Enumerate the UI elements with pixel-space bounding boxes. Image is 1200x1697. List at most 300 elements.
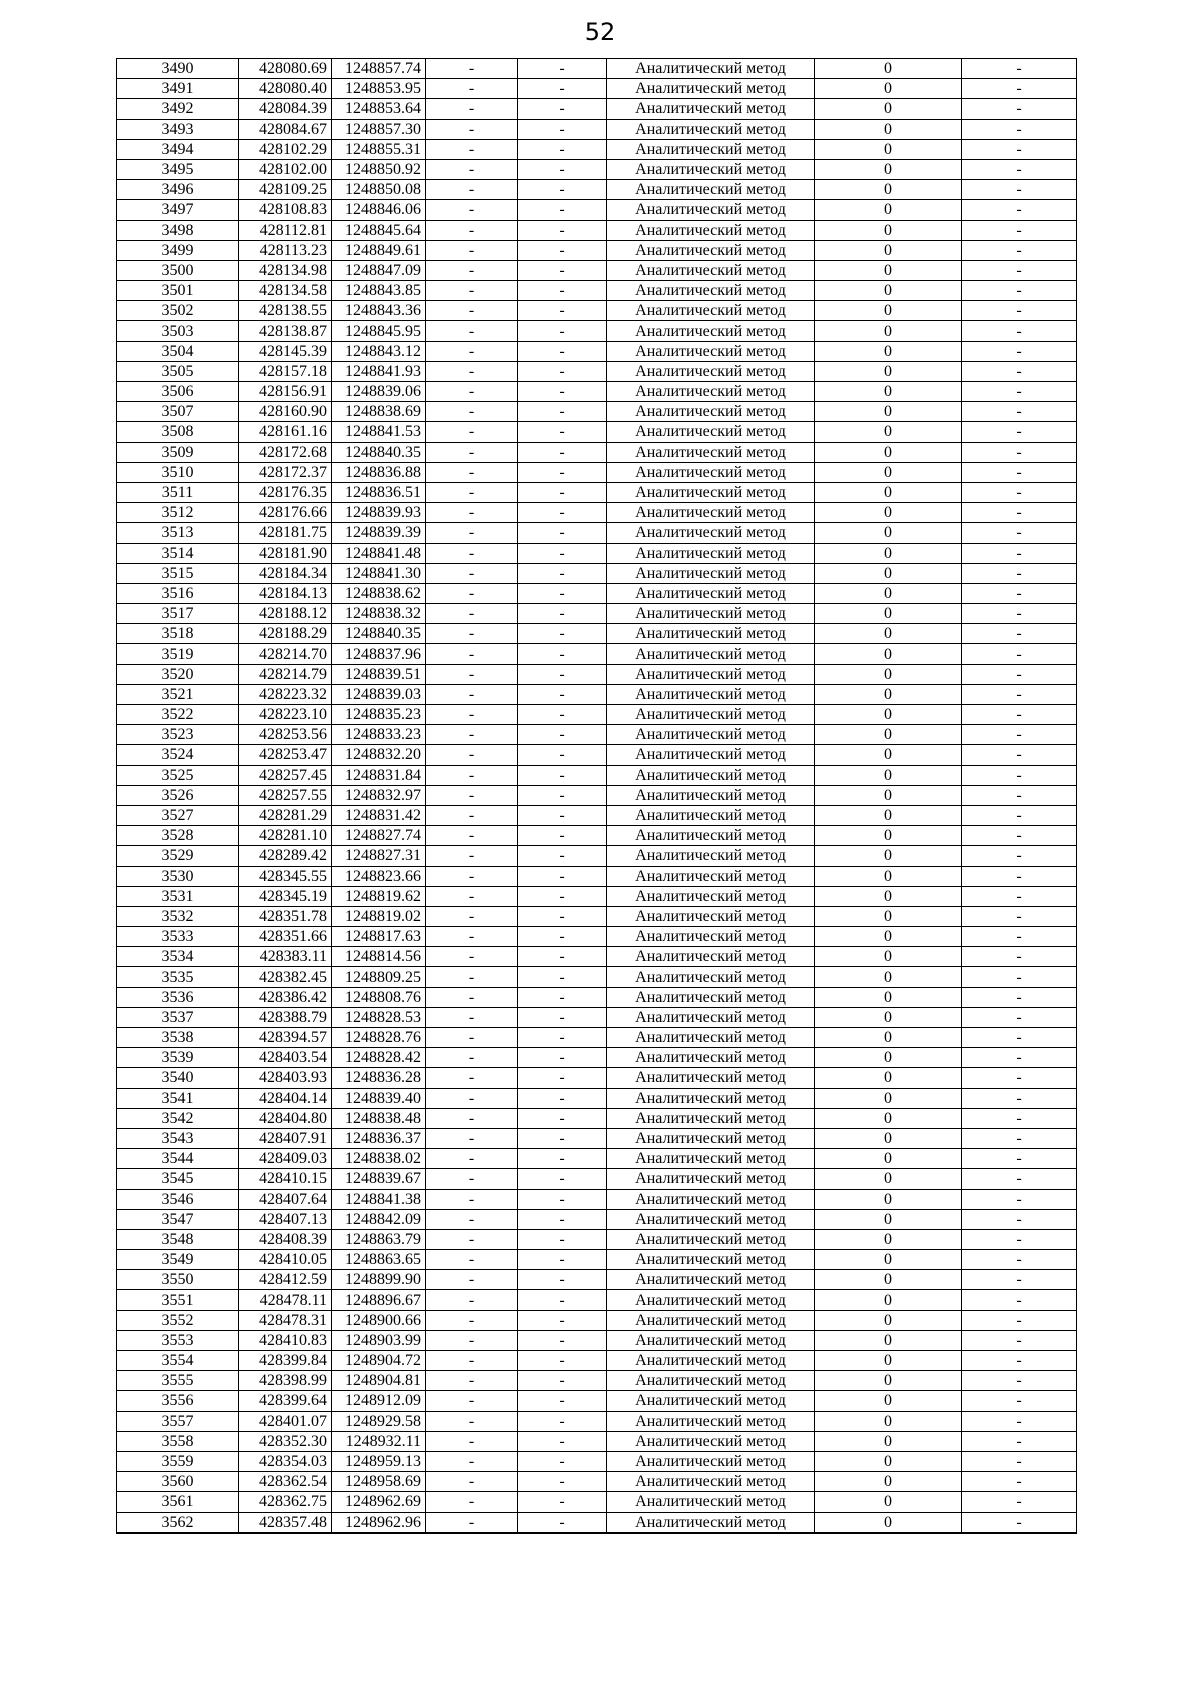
y-coordinate-cell: 1248828.53 [332,1007,426,1027]
method-cell: Аналитический метод [607,180,815,200]
dash-cell: - [962,987,1077,1007]
dash-cell: - [962,1451,1077,1471]
table-row [117,1431,1077,1451]
dash-cell: - [518,826,607,846]
zero-cell: 0 [815,1512,962,1533]
dash-cell: - [962,563,1077,583]
point-number-cell: 3544 [117,1149,239,1169]
zero-cell: 0 [815,1229,962,1249]
dash-cell: - [426,1270,518,1290]
table-row [117,159,1077,179]
dash-cell: - [962,240,1077,260]
x-coordinate-cell: 428351.66 [239,927,332,947]
table-row [117,906,1077,926]
table-row [117,684,1077,704]
y-coordinate-cell: 1248835.23 [332,705,426,725]
dash-cell: - [426,503,518,523]
dash-cell: - [962,967,1077,987]
dash-cell: - [426,644,518,664]
x-coordinate-cell: 428410.83 [239,1330,332,1350]
dash-cell: - [518,725,607,745]
zero-cell: 0 [815,1431,962,1451]
y-coordinate-cell: 1248838.62 [332,583,426,603]
method-cell: Аналитический метод [607,1330,815,1350]
x-coordinate-cell: 428407.13 [239,1209,332,1229]
table-row [117,745,1077,765]
y-coordinate-cell: 1248958.69 [332,1472,426,1492]
y-coordinate-cell: 1248853.64 [332,99,426,119]
dash-cell: - [426,1068,518,1088]
method-cell: Аналитический метод [607,765,815,785]
zero-cell: 0 [815,563,962,583]
y-coordinate-cell: 1248836.51 [332,482,426,502]
method-cell: Аналитический метод [607,563,815,583]
table-row [117,846,1077,866]
y-coordinate-cell: 1248845.95 [332,321,426,341]
dash-cell: - [518,1472,607,1492]
method-cell: Аналитический метод [607,664,815,684]
table-row [117,1229,1077,1249]
point-number-cell: 3497 [117,200,239,220]
dash-cell: - [426,220,518,240]
x-coordinate-cell: 428188.12 [239,604,332,624]
dash-cell: - [426,1371,518,1391]
x-coordinate-cell: 428399.64 [239,1391,332,1411]
dash-cell: - [518,1270,607,1290]
y-coordinate-cell: 1248900.66 [332,1310,426,1330]
zero-cell: 0 [815,644,962,664]
dash-cell: - [962,785,1077,805]
y-coordinate-cell: 1248850.08 [332,180,426,200]
y-coordinate-cell: 1248823.66 [332,866,426,886]
point-number-cell: 3512 [117,503,239,523]
y-coordinate-cell: 1248838.32 [332,604,426,624]
dash-cell: - [962,866,1077,886]
x-coordinate-cell: 428351.78 [239,906,332,926]
point-number-cell: 3541 [117,1088,239,1108]
dash-cell: - [962,1290,1077,1310]
y-coordinate-cell: 1248962.69 [332,1492,426,1512]
dash-cell: - [426,119,518,139]
method-cell: Аналитический метод [607,684,815,704]
dash-cell: - [426,1229,518,1249]
zero-cell: 0 [815,523,962,543]
dash-cell: - [518,119,607,139]
dash-cell: - [962,321,1077,341]
dash-cell: - [962,1391,1077,1411]
dash-cell: - [962,1229,1077,1249]
zero-cell: 0 [815,281,962,301]
point-number-cell: 3490 [117,59,239,79]
dash-cell: - [426,826,518,846]
dash-cell: - [962,99,1077,119]
dash-cell: - [518,220,607,240]
dash-cell: - [426,1048,518,1068]
zero-cell: 0 [815,664,962,684]
dash-cell: - [518,705,607,725]
table-row [117,301,1077,321]
dash-cell: - [962,1028,1077,1048]
dash-cell: - [426,543,518,563]
x-coordinate-cell: 428084.39 [239,99,332,119]
y-coordinate-cell: 1248841.30 [332,563,426,583]
dash-cell: - [426,382,518,402]
y-coordinate-cell: 1248839.51 [332,664,426,684]
dash-cell: - [962,543,1077,563]
zero-cell: 0 [815,1068,962,1088]
table-row [117,785,1077,805]
zero-cell: 0 [815,805,962,825]
method-cell: Аналитический метод [607,1169,815,1189]
dash-cell: - [962,200,1077,220]
table-row [117,1330,1077,1350]
y-coordinate-cell: 1248845.64 [332,220,426,240]
dash-cell: - [426,1411,518,1431]
dash-cell: - [518,906,607,926]
x-coordinate-cell: 428253.56 [239,725,332,745]
zero-cell: 0 [815,1270,962,1290]
y-coordinate-cell: 1248836.88 [332,462,426,482]
dash-cell: - [518,260,607,280]
point-number-cell: 3492 [117,99,239,119]
table-row [117,422,1077,442]
method-cell: Аналитический метод [607,139,815,159]
x-coordinate-cell: 428404.14 [239,1088,332,1108]
point-number-cell: 3524 [117,745,239,765]
dash-cell: - [426,482,518,502]
dash-cell: - [426,1492,518,1512]
point-number-cell: 3500 [117,260,239,280]
zero-cell: 0 [815,159,962,179]
x-coordinate-cell: 428362.75 [239,1492,332,1512]
zero-cell: 0 [815,422,962,442]
dash-cell: - [426,1149,518,1169]
x-coordinate-cell: 428407.64 [239,1189,332,1209]
y-coordinate-cell: 1248847.09 [332,260,426,280]
dash-cell: - [962,745,1077,765]
x-coordinate-cell: 428102.00 [239,159,332,179]
zero-cell: 0 [815,321,962,341]
dash-cell: - [962,604,1077,624]
dash-cell: - [426,200,518,220]
method-cell: Аналитический метод [607,906,815,926]
table-row [117,664,1077,684]
dash-cell: - [426,1007,518,1027]
zero-cell: 0 [815,139,962,159]
y-coordinate-cell: 1248838.02 [332,1149,426,1169]
method-cell: Аналитический метод [607,159,815,179]
dash-cell: - [518,765,607,785]
dash-cell: - [518,1209,607,1229]
table-row [117,1310,1077,1330]
point-number-cell: 3556 [117,1391,239,1411]
dash-cell: - [518,927,607,947]
zero-cell: 0 [815,967,962,987]
dash-cell: - [426,967,518,987]
dash-cell: - [518,1351,607,1371]
method-cell: Аналитический метод [607,341,815,361]
zero-cell: 0 [815,886,962,906]
point-number-cell: 3518 [117,624,239,644]
y-coordinate-cell: 1248843.85 [332,281,426,301]
x-coordinate-cell: 428407.91 [239,1128,332,1148]
table-row [117,1451,1077,1471]
method-cell: Аналитический метод [607,604,815,624]
method-cell: Аналитический метод [607,1492,815,1512]
method-cell: Аналитический метод [607,1108,815,1128]
x-coordinate-cell: 428172.37 [239,462,332,482]
x-coordinate-cell: 428386.42 [239,987,332,1007]
dash-cell: - [426,1472,518,1492]
y-coordinate-cell: 1248814.56 [332,947,426,967]
zero-cell: 0 [815,583,962,603]
method-cell: Аналитический метод [607,1310,815,1330]
dash-cell: - [426,402,518,422]
point-number-cell: 3538 [117,1028,239,1048]
x-coordinate-cell: 428401.07 [239,1411,332,1431]
x-coordinate-cell: 428409.03 [239,1149,332,1169]
y-coordinate-cell: 1248899.90 [332,1270,426,1290]
dash-cell: - [518,442,607,462]
x-coordinate-cell: 428399.84 [239,1351,332,1371]
table-row [117,1371,1077,1391]
dash-cell: - [962,301,1077,321]
dash-cell: - [962,1492,1077,1512]
method-cell: Аналитический метод [607,624,815,644]
x-coordinate-cell: 428181.90 [239,543,332,563]
dash-cell: - [518,240,607,260]
table-row [117,341,1077,361]
x-coordinate-cell: 428109.25 [239,180,332,200]
table-row [117,180,1077,200]
dash-cell: - [518,745,607,765]
dash-cell: - [426,523,518,543]
page-number: 52 [584,18,616,46]
zero-cell: 0 [815,180,962,200]
table-row [117,947,1077,967]
dash-cell: - [962,79,1077,99]
dash-cell: - [962,684,1077,704]
table-row [117,442,1077,462]
method-cell: Аналитический метод [607,59,815,79]
x-coordinate-cell: 428134.58 [239,281,332,301]
dash-cell: - [518,805,607,825]
dash-cell: - [962,281,1077,301]
x-coordinate-cell: 428176.66 [239,503,332,523]
point-number-cell: 3495 [117,159,239,179]
dash-cell: - [426,1512,518,1533]
dash-cell: - [962,1310,1077,1330]
dash-cell: - [426,725,518,745]
method-cell: Аналитический метод [607,805,815,825]
x-coordinate-cell: 428080.40 [239,79,332,99]
y-coordinate-cell: 1248842.09 [332,1209,426,1229]
table-row [117,1472,1077,1492]
zero-cell: 0 [815,624,962,644]
dash-cell: - [426,684,518,704]
dash-cell: - [518,1431,607,1451]
table-row [117,462,1077,482]
dash-cell: - [518,1411,607,1431]
y-coordinate-cell: 1248839.39 [332,523,426,543]
point-number-cell: 3521 [117,684,239,704]
method-cell: Аналитический метод [607,99,815,119]
dash-cell: - [518,1149,607,1169]
dash-cell: - [426,927,518,947]
dash-cell: - [518,1108,607,1128]
point-number-cell: 3516 [117,583,239,603]
x-coordinate-cell: 428138.55 [239,301,332,321]
zero-cell: 0 [815,1028,962,1048]
dash-cell: - [426,1088,518,1108]
dash-cell: - [518,462,607,482]
dash-cell: - [426,422,518,442]
zero-cell: 0 [815,947,962,967]
x-coordinate-cell: 428172.68 [239,442,332,462]
dash-cell: - [518,422,607,442]
table-row [117,1411,1077,1431]
zero-cell: 0 [815,1048,962,1068]
y-coordinate-cell: 1248962.96 [332,1512,426,1533]
dash-cell: - [518,583,607,603]
y-coordinate-cell: 1248817.63 [332,927,426,947]
table-row [117,321,1077,341]
table-row [117,1128,1077,1148]
dash-cell: - [962,1209,1077,1229]
point-number-cell: 3522 [117,705,239,725]
point-number-cell: 3493 [117,119,239,139]
y-coordinate-cell: 1248828.42 [332,1048,426,1068]
y-coordinate-cell: 1248840.35 [332,624,426,644]
x-coordinate-cell: 428108.83 [239,200,332,220]
x-coordinate-cell: 428084.67 [239,119,332,139]
table-row [117,805,1077,825]
x-coordinate-cell: 428412.59 [239,1270,332,1290]
dash-cell: - [518,200,607,220]
x-coordinate-cell: 428410.05 [239,1250,332,1270]
table-row [117,725,1077,745]
y-coordinate-cell: 1248839.67 [332,1169,426,1189]
point-number-cell: 3530 [117,866,239,886]
dash-cell: - [962,644,1077,664]
y-coordinate-cell: 1248839.40 [332,1088,426,1108]
dash-cell: - [962,1371,1077,1391]
y-coordinate-cell: 1248863.65 [332,1250,426,1270]
table-row [117,281,1077,301]
dash-cell: - [426,1451,518,1471]
table-row [117,503,1077,523]
method-cell: Аналитический метод [607,1371,815,1391]
y-coordinate-cell: 1248819.62 [332,886,426,906]
x-coordinate-cell: 428352.30 [239,1431,332,1451]
x-coordinate-cell: 428345.55 [239,866,332,886]
dash-cell: - [962,1411,1077,1431]
table-row [117,1169,1077,1189]
zero-cell: 0 [815,705,962,725]
x-coordinate-cell: 428156.91 [239,382,332,402]
zero-cell: 0 [815,826,962,846]
table-row [117,1512,1077,1533]
x-coordinate-cell: 428138.87 [239,321,332,341]
y-coordinate-cell: 1248843.12 [332,341,426,361]
y-coordinate-cell: 1248831.42 [332,805,426,825]
method-cell: Аналитический метод [607,1451,815,1471]
point-number-cell: 3542 [117,1108,239,1128]
x-coordinate-cell: 428357.48 [239,1512,332,1533]
table-row [117,1189,1077,1209]
table-row [117,361,1077,381]
method-cell: Аналитический метод [607,1189,815,1209]
dash-cell: - [518,684,607,704]
dash-cell: - [962,1007,1077,1027]
point-number-cell: 3515 [117,563,239,583]
dash-cell: - [962,382,1077,402]
dash-cell: - [426,1391,518,1411]
point-number-cell: 3520 [117,664,239,684]
point-number-cell: 3502 [117,301,239,321]
dash-cell: - [962,1270,1077,1290]
dash-cell: - [426,1128,518,1148]
point-number-cell: 3529 [117,846,239,866]
y-coordinate-cell: 1248833.23 [332,725,426,745]
dash-cell: - [962,805,1077,825]
method-cell: Аналитический метод [607,240,815,260]
method-cell: Аналитический метод [607,1149,815,1169]
zero-cell: 0 [815,1108,962,1128]
dash-cell: - [518,503,607,523]
zero-cell: 0 [815,200,962,220]
dash-cell: - [426,1250,518,1270]
table-row [117,79,1077,99]
method-cell: Аналитический метод [607,462,815,482]
method-cell: Аналитический метод [607,1472,815,1492]
dash-cell: - [962,846,1077,866]
dash-cell: - [426,99,518,119]
method-cell: Аналитический метод [607,1290,815,1310]
dash-cell: - [426,59,518,79]
x-coordinate-cell: 428181.75 [239,523,332,543]
dash-cell: - [962,765,1077,785]
method-cell: Аналитический метод [607,442,815,462]
method-cell: Аналитический метод [607,119,815,139]
method-cell: Аналитический метод [607,846,815,866]
y-coordinate-cell: 1248832.20 [332,745,426,765]
dash-cell: - [962,1068,1077,1088]
dash-cell: - [518,563,607,583]
method-cell: Аналитический метод [607,281,815,301]
zero-cell: 0 [815,442,962,462]
dash-cell: - [518,644,607,664]
dash-cell: - [962,886,1077,906]
zero-cell: 0 [815,402,962,422]
point-number-cell: 3547 [117,1209,239,1229]
table-row [117,987,1077,1007]
y-coordinate-cell: 1248932.11 [332,1431,426,1451]
table-row [117,260,1077,280]
x-coordinate-cell: 428345.19 [239,886,332,906]
point-number-cell: 3525 [117,765,239,785]
y-coordinate-cell: 1248838.48 [332,1108,426,1128]
point-number-cell: 3532 [117,906,239,926]
dash-cell: - [962,260,1077,280]
point-number-cell: 3548 [117,1229,239,1249]
method-cell: Аналитический метод [607,705,815,725]
zero-cell: 0 [815,785,962,805]
y-coordinate-cell: 1248904.72 [332,1351,426,1371]
method-cell: Аналитический метод [607,321,815,341]
dash-cell: - [518,785,607,805]
method-cell: Аналитический метод [607,301,815,321]
